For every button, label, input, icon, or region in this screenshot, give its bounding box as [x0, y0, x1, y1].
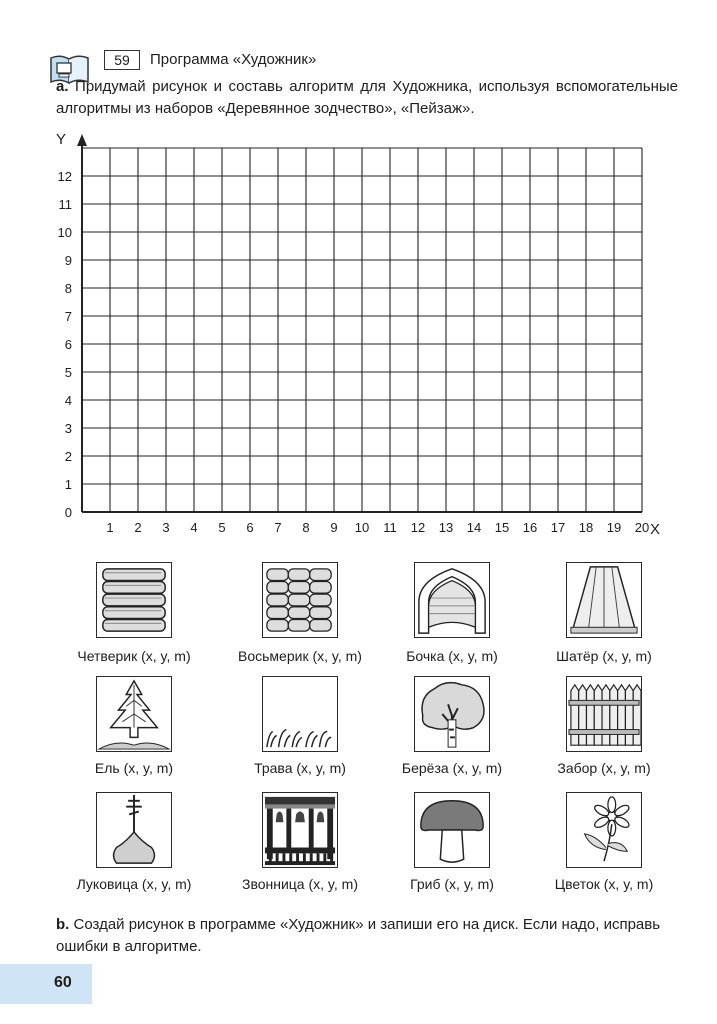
mushroom-icon — [414, 792, 490, 868]
y-tick-label: 3 — [64, 421, 72, 436]
page-number: 60 — [54, 974, 72, 991]
procedure-caption: Цветок (x, y, m) — [554, 876, 654, 892]
y-tick-label: 4 — [64, 393, 72, 408]
x-tick-label: 3 — [162, 520, 170, 535]
procedure-caption: Ель (x, y, m) — [94, 760, 174, 776]
procedure-caption: Луковица (x, y, m) — [76, 876, 192, 892]
birch-icon — [414, 676, 490, 752]
x-tick-label: 15 — [494, 520, 510, 535]
fence-icon — [566, 676, 642, 752]
y-tick-label: 7 — [64, 309, 72, 324]
procedure-caption: Бочка (x, y, m) — [406, 648, 498, 664]
x-tick-label: 5 — [218, 520, 226, 535]
task-a-text — [56, 76, 678, 120]
x-axis-label: X — [650, 521, 661, 538]
task-a-label: a. — [56, 78, 69, 95]
task-a-body: Придумай рисунок и составь алгоритм для Художника, используя вспомогательные алгоритмы из наборов «Деревянное зодчество», «Пейзаж». — [56, 78, 678, 117]
y-tick-label: 11 — [58, 197, 72, 212]
task-b-label: b. — [56, 916, 70, 933]
y-tick-label: 0 — [64, 505, 72, 520]
procedure-caption: Звонница (x, y, m) — [241, 876, 358, 892]
grid-lines — [82, 148, 642, 512]
x-tick-label: 13 — [438, 520, 454, 535]
belfry-icon — [262, 792, 338, 868]
x-tick-label: 7 — [274, 520, 282, 535]
x-tick-label: 8 — [302, 520, 310, 535]
x-tick-label: 11 — [383, 520, 397, 535]
procedure-caption: Четверик (x, y, m) — [77, 648, 191, 664]
x-tick-label: 2 — [134, 520, 142, 535]
grid-canvas — [40, 124, 680, 544]
shater-icon — [566, 562, 642, 638]
x-tick-label: 19 — [606, 520, 622, 535]
chetverik-icon — [96, 562, 172, 638]
procedure-caption: Восьмерик (x, y, m) — [238, 648, 362, 664]
x-tick-label: 10 — [354, 520, 370, 535]
y-tick-label: 12 — [57, 169, 72, 184]
page-number-tab — [0, 964, 92, 1004]
y-tick-label: 2 — [64, 449, 72, 464]
y-axis-label: Y — [56, 131, 67, 148]
y-tick-label: 5 — [64, 365, 72, 380]
task-b-text — [56, 914, 678, 958]
procedure-caption: Гриб (x, y, m) — [410, 876, 494, 892]
vosmerik-icon — [262, 562, 338, 638]
x-tick-label: 16 — [522, 520, 538, 535]
grass-icon — [262, 676, 338, 752]
x-tick-label: 9 — [330, 520, 338, 535]
x-tick-label: 17 — [550, 520, 566, 535]
task-title: Программа «Художник» — [150, 51, 317, 68]
x-tick-label: 1 — [106, 520, 114, 535]
y-tick-label: 6 — [64, 337, 72, 352]
y-tick-label: 8 — [64, 281, 72, 296]
y-tick-label: 1 — [64, 477, 72, 492]
procedure-caption: Берёза (x, y, m) — [401, 760, 503, 776]
x-tick-label: 20 — [634, 520, 650, 535]
task-b-body: Создай рисунок в программе «Художник» и запиши его на диск. Если надо, исправь ошибки в алгоритме. — [56, 916, 661, 955]
x-tick-label: 6 — [246, 520, 254, 535]
spruce-icon — [96, 676, 172, 752]
x-tick-label: 18 — [578, 520, 594, 535]
y-tick-label: 9 — [64, 253, 72, 268]
task-header — [46, 48, 686, 76]
x-tick-label: 4 — [190, 520, 198, 535]
x-tick-label: 14 — [466, 520, 482, 535]
procedure-caption: Забор (x, y, m) — [557, 760, 651, 776]
onion-dome-icon — [96, 792, 172, 868]
flower-icon — [566, 792, 642, 868]
y-tick-label: 10 — [57, 225, 72, 240]
coordinate-grid — [40, 124, 680, 544]
task-number: 59 — [104, 50, 140, 70]
bochka-icon — [414, 562, 490, 638]
procedure-caption: Шатёр (x, y, m) — [556, 648, 652, 664]
x-tick-label: 12 — [410, 520, 426, 535]
procedure-caption: Трава (x, y, m) — [254, 760, 346, 776]
